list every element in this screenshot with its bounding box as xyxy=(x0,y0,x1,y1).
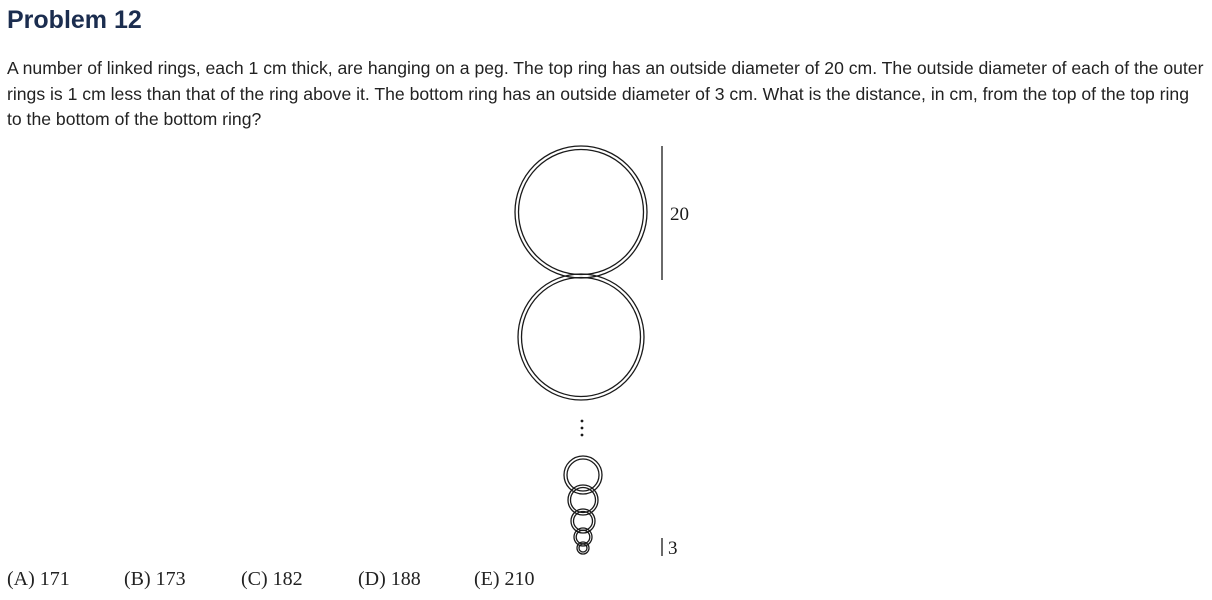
choice-d[interactable]: (D) 188 xyxy=(358,568,421,590)
bottom-dimension-label: 3 xyxy=(668,538,678,559)
choice-a[interactable]: (A) 171 xyxy=(7,568,70,590)
problem-statement: A number of linked rings, each 1 cm thick, are hanging on a peg. The top ring has an outside diameter of 20 cm. The outside diameter of each of the outer rings is 1 cm less than that of the ring above it. The bottom ring has an outside diameter of 3 cm. What is the distance, in cm, from the top of the top ring to the bottom of the bottom ring? xyxy=(7,58,1204,129)
small-rings xyxy=(564,456,602,554)
vertical-ellipsis xyxy=(581,420,584,437)
choice-b[interactable]: (B) 173 xyxy=(124,568,186,590)
choice-c[interactable]: (C) 182 xyxy=(241,568,303,590)
second-ring xyxy=(518,274,644,400)
top-ring xyxy=(515,146,647,278)
top-dimension-label: 20 xyxy=(670,204,689,225)
choice-e[interactable]: (E) 210 xyxy=(474,568,535,590)
problem-title: Problem 12 xyxy=(7,6,142,34)
